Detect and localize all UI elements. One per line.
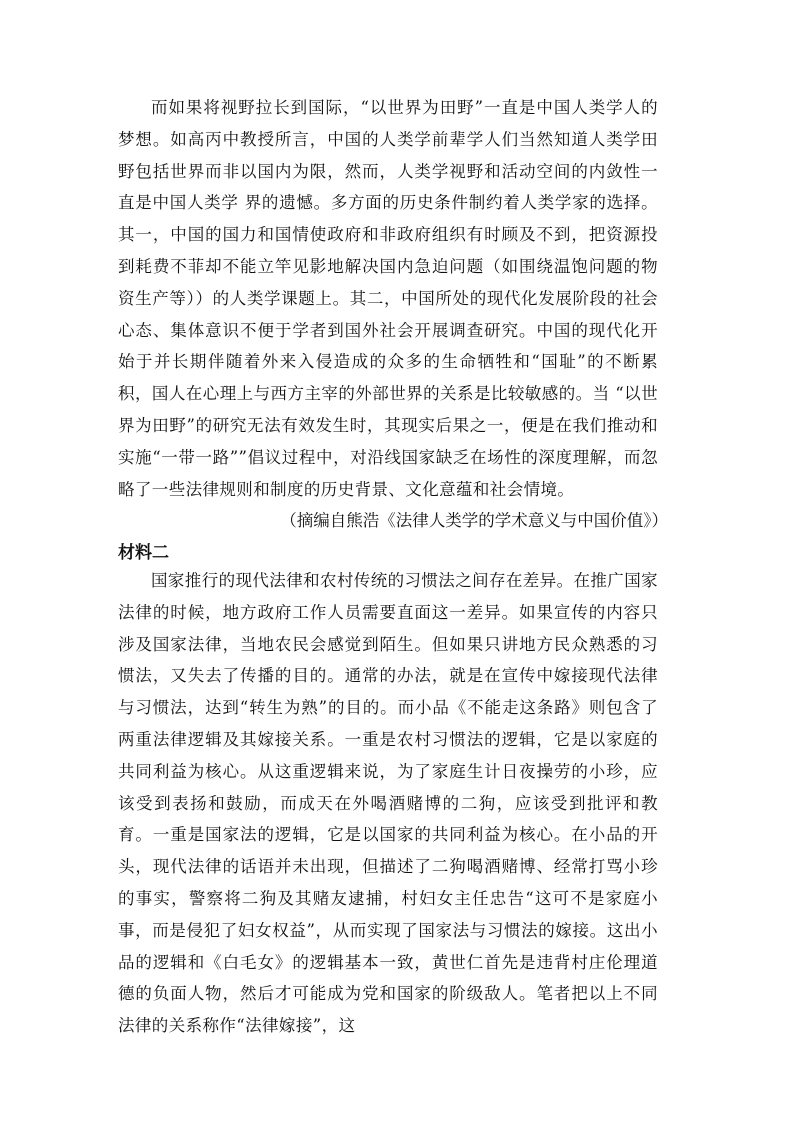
- source-citation: （摘编自熊浩《法律人类学的学术意义与中国价值》）: [280, 511, 668, 530]
- section-heading: 材料二: [118, 543, 169, 563]
- paragraph-2: 国家推行的现代法律和农村传统的习惯法之间存在差异。在推广国家法律的时候，地方政府工作人员需要直面这一差异。如果宣传的内容只涉及国家法律，当地农民会感觉到陌生。但如果只讲地方民众熟悉的习惯法，又失去了传播的目的。通常的办法，就是在宣传中嫁接现代法律与习惯法，达到“转生为熟”的目的。而小品《不能走这条路》则包含了两重法律逻辑及其嫁接关系。一重是农村习惯法的逻辑，它是以家庭的共同利益为核心。从这重逻辑来说，为了家庭生计日夜操劳的小珍，应该受到表扬和鼓励，而成天在外喝酒赌博的二狗，应该受到批评和教育。一重是国家法的逻辑，它是以国家的共同利益为核心。在小品的开头，现代法律的话语并未出现，但描述了二狗喝酒赌博、经常打骂小珍的事实，警察将二狗及其赌友逮捕，村妇女主任忠告“这可不是家庭小事，而是侵犯了妇女权益”，从而实现了国家法与习惯法的嫁接。这出小品的逻辑和《白毛女》的逻辑基本一致，黄世仁首先是违背村庄伦理道德的负面人物，然后才可能成为党和国家的阶级敌人。笔者把以上不同法律的关系称作“法律嫁接”，这: [118, 571, 658, 1036]
- paragraph-1: 而如果将视野拉长到国际，“以世界为田野”一直是中国人类学人的梦想。如高丙中教授所言，中国的人类学前辈学人们当然知道人类学田野包括世界而非以国内为限，然而，人类学视野和活动空间的内敛性一直是中国人类学 界的遗憾。多方面的历史条件制约着人类学家的选择。其一，中国的国力和国情使政府和非政府组织有时顾及不到，把资源投到耗费不菲却不能立竿见影地解决国内急迫问题（如围绕温饱问题的物资生产等））的人类学课题上。其二，中国所处的现代化发展阶段的社会心态、集体意识不便于学者到国外社会开展调查研究。中国的现代化开始于并长期伴随着外来入侵造成的众多的生命牺牲和“国耻”的不断累积，国人在心理上与西方主宰的外部世界的关系是比较敏感的。当 “以世界为田野”的研究无法有效发生时，其现实后果之一，便是在我们推动和实施“一带一路””倡议过程中，对沿线国家缺乏在场性的深度理解，而忽略了一些法律规则和制度的历史背景、文化意蕴和社会情境。: [118, 98, 658, 499]
